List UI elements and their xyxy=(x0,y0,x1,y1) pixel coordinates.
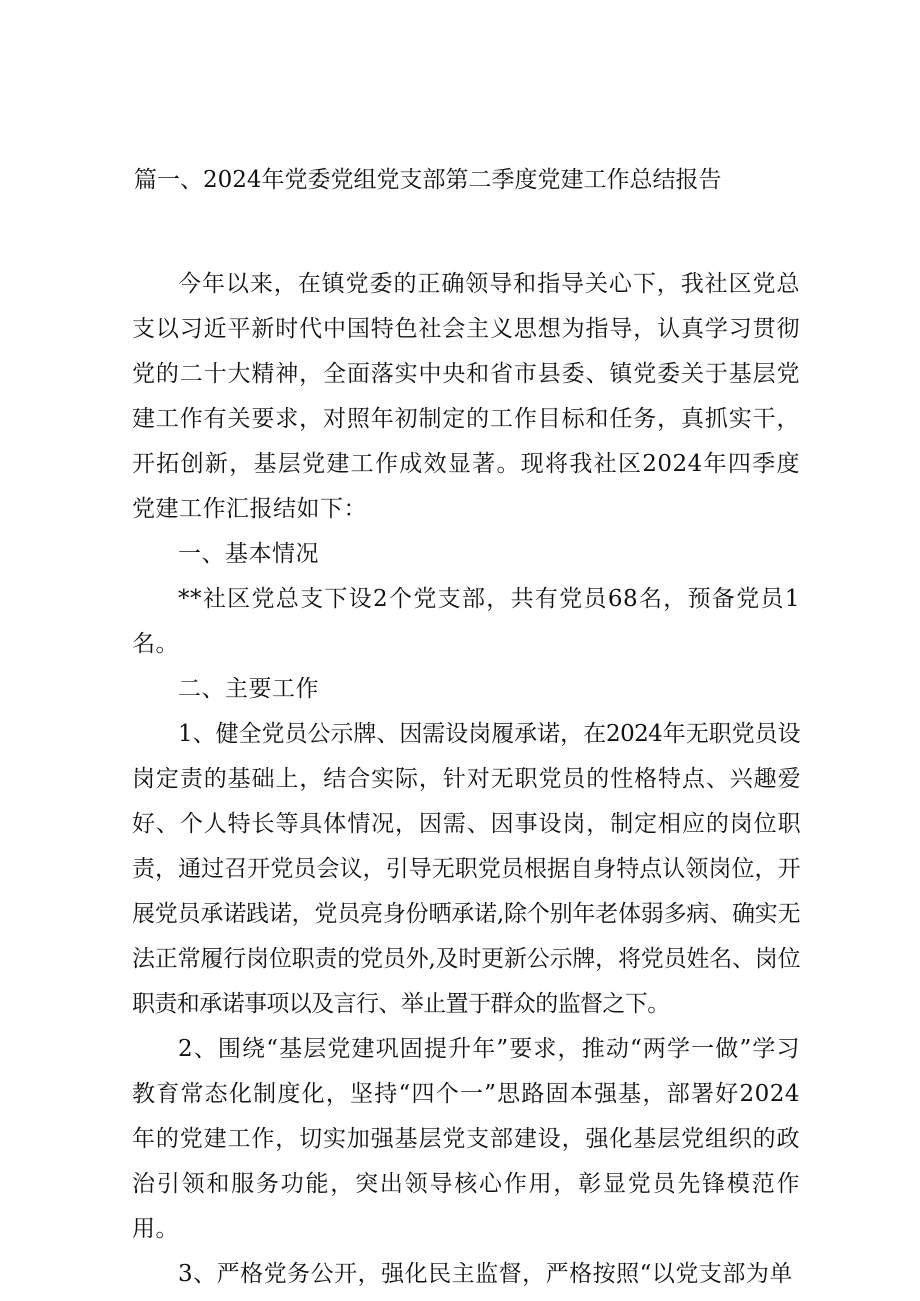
section-heading-main-work: 二、主要工作 xyxy=(178,676,319,702)
section-heading-basic: 一、基本情况 xyxy=(178,541,319,567)
paragraph-item-1: 1、健全党员公示牌、因需设岗履承诺，在2024年无职党员设岗定责的基础上，结合实际，针对无职党员的性格特点、兴趣爱好、个人特长等具体情况，因需、因事设岗，制定相应的岗位职责，通过召开党员会议，引导无职党员根据自身特点认领岗位，开展党员承诺践诺，党员亮身份晒承诺,除个别年老体弱多病、确实无法正常履行岗位职责的党员外,及时更新公示牌，将党员姓名、岗位职责和承诺事项以及言行、举止置于群众的监督之下。 xyxy=(132,721,800,1017)
paragraph-intro: 今年以来，在镇党委的正确领导和指导关心下，我社区党总支以习近平新时代中国特色社会主义思想为指导，认真学习贯彻党的二十大精神，全面落实中央和省市县委、镇党委关于基层党建工作有关要求，对照年初制定的工作目标和任务，真抓实干，开拓创新，基层党建工作成效显著。现将我社区2024年四季度党建工作汇报结如下： xyxy=(132,271,800,522)
paragraph-basic-info: **社区党总支下设2个党支部，共有党员68名，预备党员1名。 xyxy=(132,586,800,657)
paragraph-item-3: 3、严格党务公开，强化民主监督，严格按照“以党支部为单 xyxy=(178,1261,793,1287)
document-title: 篇一、2024年党委党组党支部第二季度党建工作总结报告 xyxy=(134,167,722,193)
paragraph-item-2: 2、围绕“基层党建巩固提升年”要求，推动“两学一做”学习教育常态化制度化，坚持“四个一”思路固本强基，部署好2024年的党建工作，切实加强基层党支部建设，强化基层党组织的政治引领和服务功能，突出领导核心作用，彰显党员先锋模范作用。 xyxy=(132,1036,800,1242)
document-body xyxy=(132,262,800,1297)
